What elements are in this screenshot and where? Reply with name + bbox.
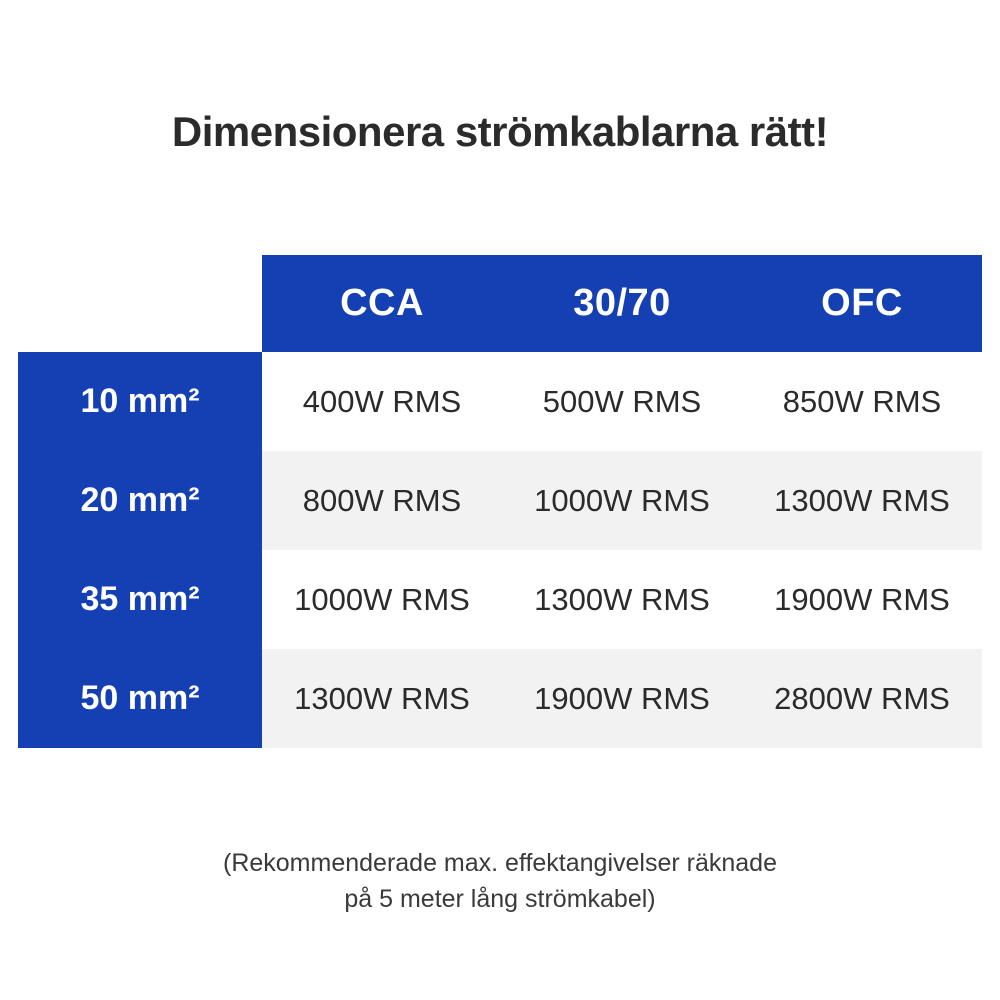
row-header-35mm2: 35 mm² (18, 550, 262, 649)
cell-35mm2-ofc: 1900W RMS (742, 550, 982, 649)
footnote (0, 845, 1000, 918)
column-header-3070: 30/70 (502, 255, 742, 352)
cell-10mm2-ofc: 850W RMS (742, 352, 982, 451)
page-title: Dimensionera strömkablarna rätt! (171, 108, 829, 155)
power-rating-table (18, 255, 982, 748)
table-row (18, 451, 982, 550)
row-header-20mm2: 20 mm² (18, 451, 262, 550)
cell-20mm2-ofc: 1300W RMS (742, 451, 982, 550)
cell-50mm2-ofc: 2800W RMS (742, 649, 982, 748)
table-header-row (18, 255, 982, 352)
column-header-cca: CCA (262, 255, 502, 352)
cell-35mm2-cca: 1000W RMS (262, 550, 502, 649)
footnote-line-1: (Rekommenderade max. effektangivelser räknade (223, 849, 777, 877)
power-rating-table-wrapper (18, 255, 982, 748)
row-header-10mm2: 10 mm² (18, 352, 262, 451)
table-row (18, 352, 982, 451)
cell-10mm2-cca: 400W RMS (262, 352, 502, 451)
cell-20mm2-cca: 800W RMS (262, 451, 502, 550)
row-header-50mm2: 50 mm² (18, 649, 262, 748)
footnote-line-2: på 5 meter lång strömkabel) (344, 885, 656, 914)
table-row (18, 550, 982, 649)
column-header-ofc: OFC (742, 255, 982, 352)
table-row (18, 649, 982, 748)
cell-50mm2-cca: 1300W RMS (262, 649, 502, 748)
cell-50mm2-3070: 1900W RMS (502, 649, 742, 748)
cell-20mm2-3070: 1000W RMS (502, 451, 742, 550)
table-corner-blank (18, 255, 262, 352)
cell-10mm2-3070: 500W RMS (502, 352, 742, 451)
cell-35mm2-3070: 1300W RMS (502, 550, 742, 649)
